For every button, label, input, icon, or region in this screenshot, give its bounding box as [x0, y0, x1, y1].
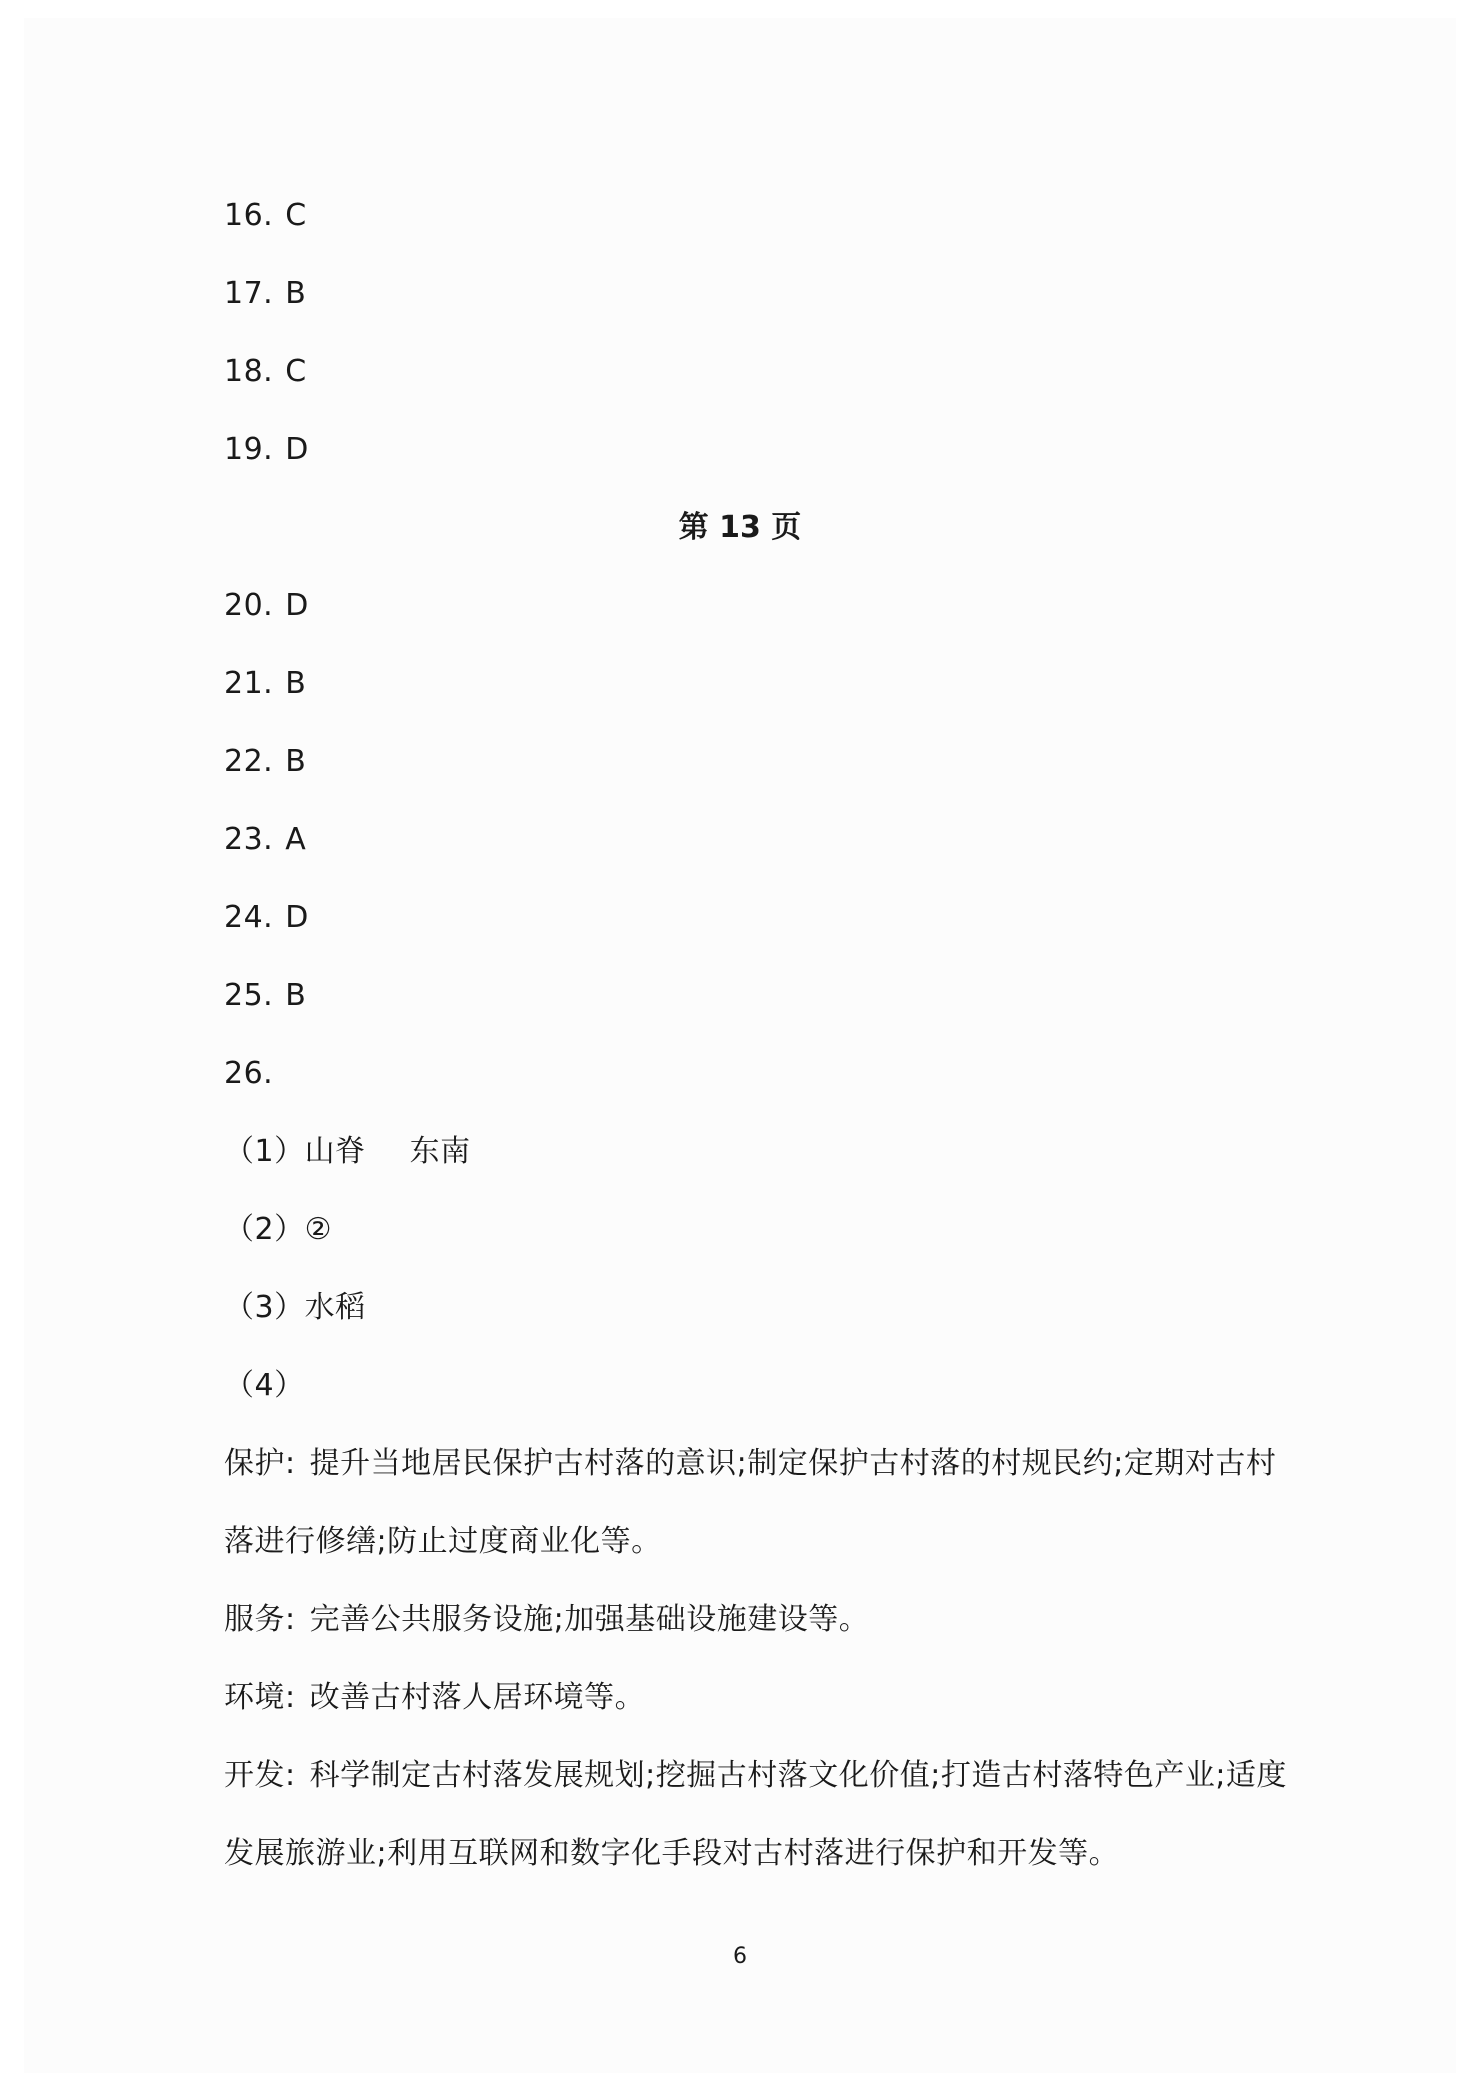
answer-choice: B	[285, 666, 307, 701]
protect-paragraph-line2: 落进行修缮;防止过度商业化等。	[224, 1524, 662, 1559]
answer-19	[224, 430, 309, 470]
answer-choice: B	[285, 744, 307, 779]
answer-21	[224, 664, 306, 704]
q26-sub4: （4）	[224, 1368, 305, 1403]
answer-choice: D	[285, 588, 309, 623]
answer-number: 16.	[224, 198, 274, 233]
answer-number: 24.	[224, 900, 274, 935]
development-text-line1: 科学制定古村落发展规划;挖掘古村落文化价值;打造古村落特色产业;适度	[309, 1758, 1287, 1793]
protect-label: 保护:	[224, 1446, 296, 1481]
answer-choice: C	[285, 198, 307, 233]
answer-choice: D	[285, 900, 309, 935]
answer-choice: B	[285, 978, 307, 1013]
answer-24	[224, 898, 309, 938]
answer-choice: B	[285, 276, 307, 311]
q26-sub1-value: 东南	[409, 1134, 471, 1169]
answer-choice: D	[285, 432, 309, 467]
answer-20	[224, 586, 309, 626]
service-text: 完善公共服务设施;加强基础设施建设等。	[309, 1602, 870, 1637]
answer-25	[224, 976, 306, 1016]
answer-choice: A	[285, 822, 307, 857]
section-heading: 第 13 页	[678, 510, 802, 545]
q26-sub3: （3）水稻	[224, 1290, 366, 1325]
protect-text-line1: 提升当地居民保护古村落的意识;制定保护古村落的村规民约;定期对古村	[309, 1446, 1277, 1481]
answer-choice: C	[285, 354, 307, 389]
answer-18	[224, 352, 307, 392]
service-paragraph	[224, 1600, 869, 1640]
development-paragraph-line1	[224, 1756, 1287, 1796]
answer-number: 23.	[224, 822, 274, 857]
answer-number: 21.	[224, 666, 274, 701]
q26-sub1-label: （1）山脊	[224, 1134, 366, 1169]
answer-23	[224, 820, 306, 860]
answer-number: 25.	[224, 978, 274, 1013]
q26-sub1	[224, 1132, 471, 1172]
answer-17	[224, 274, 306, 314]
answer-16	[224, 196, 307, 236]
answer-number: 19.	[224, 432, 274, 467]
environment-paragraph	[224, 1678, 645, 1718]
answer-22	[224, 742, 306, 782]
development-paragraph-line2: 发展旅游业;利用互联网和数字化手段对古村落进行保护和开发等。	[224, 1836, 1120, 1871]
development-label: 开发:	[224, 1758, 296, 1793]
q26-sub2: （2）②	[224, 1212, 332, 1247]
answer-number: 17.	[224, 276, 274, 311]
answer-number: 22.	[224, 744, 274, 779]
answer-number: 20.	[224, 588, 274, 623]
service-label: 服务:	[224, 1602, 296, 1637]
environment-label: 环境:	[224, 1680, 296, 1715]
environment-text: 改善古村落人居环境等。	[309, 1680, 646, 1715]
protect-paragraph-line1	[224, 1444, 1276, 1484]
page-number: 6	[733, 1944, 747, 1969]
question-26-number: 26.	[224, 1056, 274, 1091]
answer-number: 18.	[224, 354, 274, 389]
